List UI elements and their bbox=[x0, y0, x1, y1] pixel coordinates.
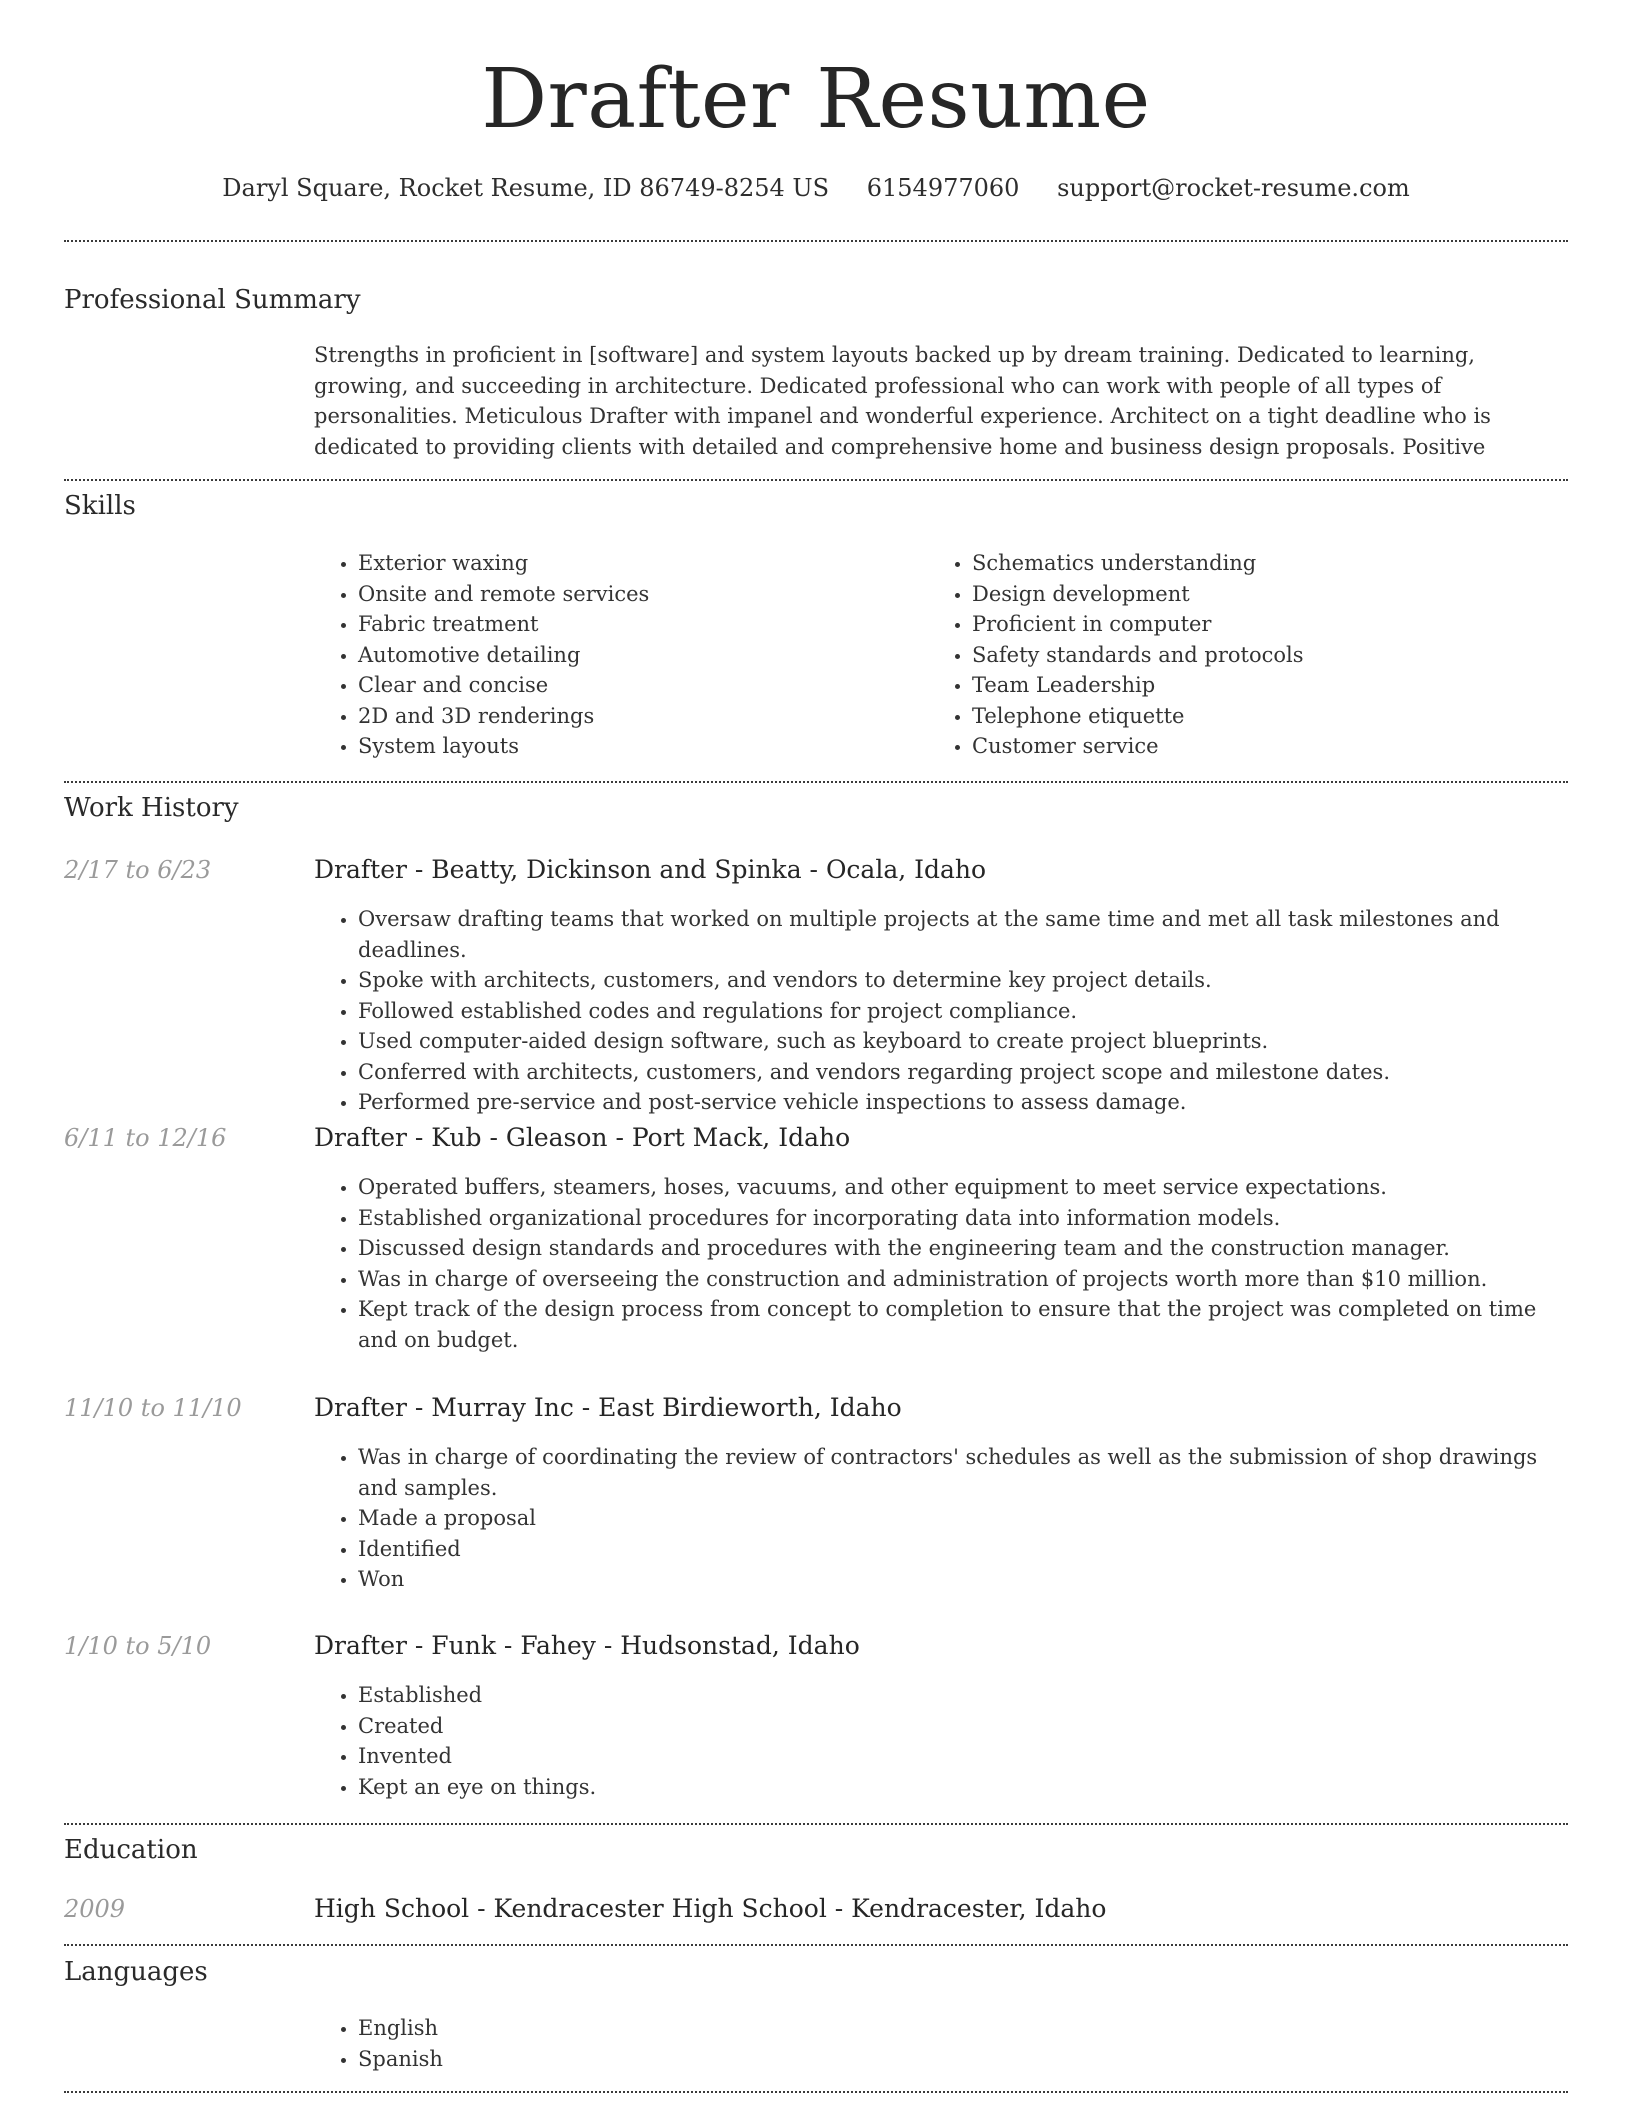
skill-item: • Telephone etiquette bbox=[972, 701, 1572, 732]
job-bullet: • Kept an eye on things. bbox=[358, 1772, 1568, 1803]
job-dates: 1/10 to 5/10 bbox=[64, 1632, 212, 1660]
contact-email: support@rocket-resume.com bbox=[1057, 174, 1410, 202]
skills-list-left bbox=[314, 548, 918, 762]
contact-address: Daryl Square, Rocket Resume, ID 86749-8254 US bbox=[222, 174, 830, 202]
language-item: • English bbox=[358, 2013, 958, 2044]
resume-title: Drafter Resume bbox=[481, 52, 1151, 147]
job-bullet: • Created bbox=[358, 1711, 1568, 1742]
skill-item: • Team Leadership bbox=[972, 670, 1572, 701]
job-dates: 2/17 to 6/23 bbox=[64, 856, 212, 884]
job-bullet: • Conferred with architects, customers, and vendors regarding project scope and milestone dates. bbox=[358, 1057, 1568, 1088]
job-bullets bbox=[314, 1442, 1568, 1595]
job-bullet: • Kept track of the design process from concept to completion to ensure that the project was completed on time and on budget. bbox=[358, 1294, 1568, 1355]
skills-heading: Skills bbox=[64, 491, 136, 521]
skills-list-right bbox=[928, 548, 1572, 762]
divider bbox=[64, 240, 1568, 242]
job-bullets bbox=[314, 904, 1568, 1118]
job-bullet: • Was in charge of coordinating the review of contractors' schedules as well as the submission of shop drawings and samples. bbox=[358, 1442, 1568, 1503]
job-bullet: • Discussed design standards and procedures with the engineering team and the construction manager. bbox=[358, 1233, 1568, 1264]
contact-phone: 6154977060 bbox=[866, 174, 1020, 202]
divider bbox=[64, 1823, 1568, 1825]
education-heading: Education bbox=[64, 1835, 198, 1865]
skill-item: • Customer service bbox=[972, 731, 1572, 762]
job-bullets bbox=[314, 1172, 1568, 1355]
job-bullet: • Was in charge of overseeing the construction and administration of projects worth more than $10 million. bbox=[358, 1264, 1568, 1295]
skill-item: • 2D and 3D renderings bbox=[358, 701, 918, 732]
divider bbox=[64, 781, 1568, 783]
job-bullet: • Identified bbox=[358, 1534, 1568, 1565]
contact-line bbox=[64, 168, 1568, 208]
job-title: Drafter - Kub - Gleason - Port Mack, Idaho bbox=[314, 1123, 851, 1152]
job-bullet: • Spoke with architects, customers, and vendors to determine key project details. bbox=[358, 965, 1568, 996]
job-bullet: • Oversaw drafting teams that worked on multiple projects at the same time and met all task milestones and deadlines. bbox=[358, 904, 1568, 965]
skill-item: • Fabric treatment bbox=[358, 609, 918, 640]
skill-item: • Proficient in computer bbox=[972, 609, 1572, 640]
job-bullet: • Performed pre-service and post-service vehicle inspections to assess damage. bbox=[358, 1087, 1568, 1118]
languages-list bbox=[314, 2013, 958, 2074]
skill-item: • Onsite and remote services bbox=[358, 579, 918, 610]
job-bullet: • Made a proposal bbox=[358, 1503, 1568, 1534]
skill-item: • Schematics understanding bbox=[972, 548, 1572, 579]
job-bullet: • Used computer-aided design software, such as keyboard to create project blueprints. bbox=[358, 1026, 1568, 1057]
divider bbox=[64, 1944, 1568, 1946]
divider bbox=[64, 2091, 1568, 2093]
divider bbox=[64, 479, 1568, 481]
skill-item: • Design development bbox=[972, 579, 1572, 610]
languages-heading: Languages bbox=[64, 1957, 208, 1987]
job-dates: 6/11 to 12/16 bbox=[64, 1124, 227, 1152]
education-year: 2009 bbox=[64, 1895, 126, 1923]
job-title: Drafter - Funk - Fahey - Hudsonstad, Idaho bbox=[314, 1631, 860, 1660]
job-bullet: • Followed established codes and regulations for project compliance. bbox=[358, 996, 1568, 1027]
skill-item: • System layouts bbox=[358, 731, 918, 762]
skill-item: • Safety standards and protocols bbox=[972, 640, 1572, 671]
skill-item: • Automotive detailing bbox=[358, 640, 918, 671]
job-bullet: • Invented bbox=[358, 1741, 1568, 1772]
summary-heading: Professional Summary bbox=[64, 285, 361, 315]
language-item: • Spanish bbox=[358, 2044, 958, 2075]
summary-text: Strengths in proficient in [software] and system layouts backed up by dream training. Dedicated to learning, growing, and succeeding in architecture. Dedicated professional who can work with people of all types of personalities. Meticulous Drafter with impanel and wonderful experience. Architect on a tight deadline who is dedicated to providing clients with detailed and comprehensive home and business design proposals. Positive bbox=[314, 343, 1491, 459]
education-entry: High School - Kendracester High School - Kendracester, Idaho bbox=[314, 1894, 1107, 1923]
skill-item: • Exterior waxing bbox=[358, 548, 918, 579]
job-title: Drafter - Beatty, Dickinson and Spinka - Ocala, Idaho bbox=[314, 855, 987, 884]
job-bullet: • Established bbox=[358, 1680, 1568, 1711]
job-dates: 11/10 to 11/10 bbox=[64, 1394, 242, 1422]
job-title: Drafter - Murray Inc - East Birdieworth, Idaho bbox=[314, 1393, 902, 1422]
skill-item: • Clear and concise bbox=[358, 670, 918, 701]
job-bullet: • Operated buffers, steamers, hoses, vacuums, and other equipment to meet service expectations. bbox=[358, 1172, 1568, 1203]
job-bullet: • Won bbox=[358, 1564, 1568, 1595]
job-bullets bbox=[314, 1680, 1568, 1802]
work-heading: Work History bbox=[64, 793, 239, 823]
job-bullet: • Established organizational procedures for incorporating data into information models. bbox=[358, 1203, 1568, 1234]
